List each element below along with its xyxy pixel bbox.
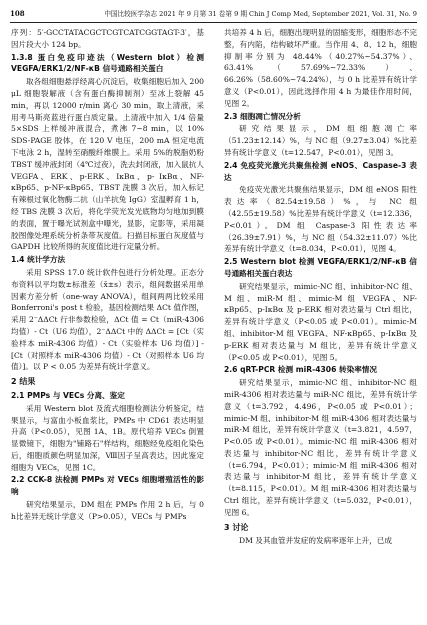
left-column [11,27,204,523]
subsection-heading: 2.6 qRT-PCR 检测 miR-4306 转染率情况 [224,365,377,375]
body-paragraph: 采用 Western blot 及流式细胞检测法分析鉴定，结果显示，与富血小板血浆比，PMPs 中 CD61 表达明显升高（P<0.05），见图 1A、1B。原代培养 VECs 倒置显微镜下，细胞为"铺路石"样结构，细胞经免疫组化染色后，细胞质颜色明显加深，Ⅷ因子呈高表达，因此鉴定细胞为 VECs，见图 1C。 [11,403,204,472]
section-heading: 3 讨论 [224,522,249,532]
subsection-heading: 1.4 统计学方法 [11,255,66,265]
body-paragraph: 共培养 4 h 后，细胞出现明显的固缩变形，细胞形态不完整，有内陷，结构破坏严重。当作用 4、8、12 h，细胞抑制率分别为 48.44%（40.27%~54.37%）、63.41%（57.69%~72.33%）、66.26%（58.60%~74.24%），与 0 h 比差异有统计学意义（P<0.01），因此选择作用 4 h 为最佳作用时间，见图 2。 [224,28,417,108]
body-paragraph: 序列：5′-GCCTATACGCTCGTCATCGGTAGT-3′，基因片段大小 124 bp。 [11,28,204,49]
subsection-heading: 2.4 免疫荧光激光共聚焦检测 eNOS、Caspase-3 表达 [224,160,417,182]
body-paragraph: DM 及其血管并发症的发病率逐年上升，已成 [239,536,392,546]
page-number: 108 [10,9,25,18]
subsection-heading: 1.3.8 蛋白免疫印迹法（Western blot）检测 VEGFA/ERK1/2/NF-κB 信号通路相关蛋白 [11,52,204,74]
subsection-heading: 2.3 细胞凋亡情况分析 [224,111,301,121]
subsection-heading: 2.1 PMPs 与 VECs 分离、鉴定 [11,390,125,400]
body-paragraph: 研究结果显示，mimic-NC 组、inhibitor-NC 组 miR-4306 相对表达量与 miR-NC 组比，差异有统计学意义（t=3.792，4.496，P<0.05 或 P<0.01）；mimic-M 组、inhibitor-M 组 miR-4306 相对表达量与 miR-M 组比，差异有统计学意义（t=3.821，4.597，P<0.05 或 P<0.01）。mimic-NC 组 miR-4306 相对表达量与 inhibitor-NC 组比，差异有统计学意义（t=6.794，P<0.01）；mimic-M 组 miR-4306 相对表达量与 inhibitor-M 组比，差异有统计学意义（t=8.115，P<0.01）。M 组 miR-4306 相对表达量与 Ctrl 组比，差异有统计学意义（t=5.032，P<0.01），见图 6。 [224,378,417,517]
running-header [10,8,417,23]
body-paragraph: 采用 SPSS 17.0 统计软件包进行分析处理。正态分布资料以平均数±标准差（x̄±s）表示，组间数据采用单因素方差分析（one-way ANOVA），组间两两比较采用 Bonferroni's post t 检验，基因检测结果 ΔCt 值作图，采用 2⁻ΔΔCt 行非参数检验，ΔCt 值 = Ct（miR-4306 均值）- Ct（U6 均值），2⁻ΔΔCt 中的 ΔΔCt = [Ct（实验样本 miR-4306 均值）- Ct（实验样本 U6 均值）] - [Ct（对照样本 miR-4306 均值）- Ct（对照样本 U6 均值）]。以 P < 0.05 为差异有统计学意义。 [11,267,204,372]
section-heading: 2 结果 [11,377,36,387]
right-column [224,27,417,547]
body-paragraph: 研究结果显示，mimic-NC 组、inhibitor-NC 组、M 组、miR-M 组、mimic-M 组 VEGFA、NF-κBp65、p-IκBα 及 p-ERK 相对表达量与 Ctrl 组比，差异有统计学意义（P<0.05 或 P<0.01）。mimic-M 组、inhibitor-M 组 VEGFA、NF-κBp65、p-IκBα 及 p-ERK 相对表达量与 M 组比，差异有统计学意义（P<0.05 或 P<0.01），见图 5。 [224,281,417,362]
subsection-heading: 2.5 Western blot 检测 VEGFA/ERK1/2/NF-κB 信号通路相关蛋白表达 [224,257,417,278]
body-paragraph: 研究结果显示，DM 组细胞凋亡率（51.23±12.14）%，与 NC 组（9.27±3.04）%比差异有统计学意义（t=12.547，P<0.01），见图 3。 [224,124,417,157]
body-paragraph: 免疫荧光激光共聚焦结果显示，DM 组 eNOS 阳性表达率（82.54±19.58）%，与 NC 组（42.55±19.58）%比差异有统计学意义（t=12.336，P<0.01）。DM 组 Caspase-3 阳性表达率（26.39±7.91）%，与 NC 组（54.32±11.07）%比差异有统计学意义（t=8.034，P<0.01），见图 4。 [224,185,417,254]
body-paragraph: 研究结果显示，DM 组在 PMPs 作用 2 h 后，与 0 h比差异无统计学意义（P>0.05），VECs 与 PMPs [11,500,204,521]
journal-info: 中国比较医学杂志 2021 年 9 月第 31 卷第 9 期 Chin J Comp Med, September 2021, Vol. 31, No. 9 [104,10,417,18]
subsection-heading: 2.2 CCK-8 法检测 PMPs 对 VECs 细胞增殖活性的影响 [11,475,204,497]
body-paragraph: 取各组细胞悬浮经离心沉淀后，收集细胞后加入 200 μL 细胞裂解液（含有蛋白酶抑制剂）至冰上裂解 45 min，再以 12000 r/min 离心 30 min，取上清液，采用考马斯亮蓝进行蛋白质定量。上清液中加入 1/4 倍量 5×SDS 上样缓冲液混合，煮沸 7~8 min，以 10% SDS-PAGE 胶体，在 120 V 电压，200 mA 恒定电流下电泳 2 h，湿转至硝酸纤维膜上。采用 5%的脱脂奶粉 TBST 缓冲液封闭（4℃过夜），洗去封闭液，加入鼠抗人 VEGFA、ERK、p-ERK、IκBα、p- IκBα、NF-κBp65、p-NF-κBp65、TBST 洗膜 3 次后，加入标记有辣根过氧化物酶二抗（山羊抗兔 IgG）室温孵育 1 h，经 TBS 洗膜 3 次后，将化学荧光发光底物均匀地加到膜的表面，置于曝光试剂盒中曝光，显影，定影等，采用凝胶图像处理系统分析条带灰度值。扫描目标蛋白灰度值与 GAPDH 比较所得的灰度值比进行定量分析。 [11,77,204,252]
